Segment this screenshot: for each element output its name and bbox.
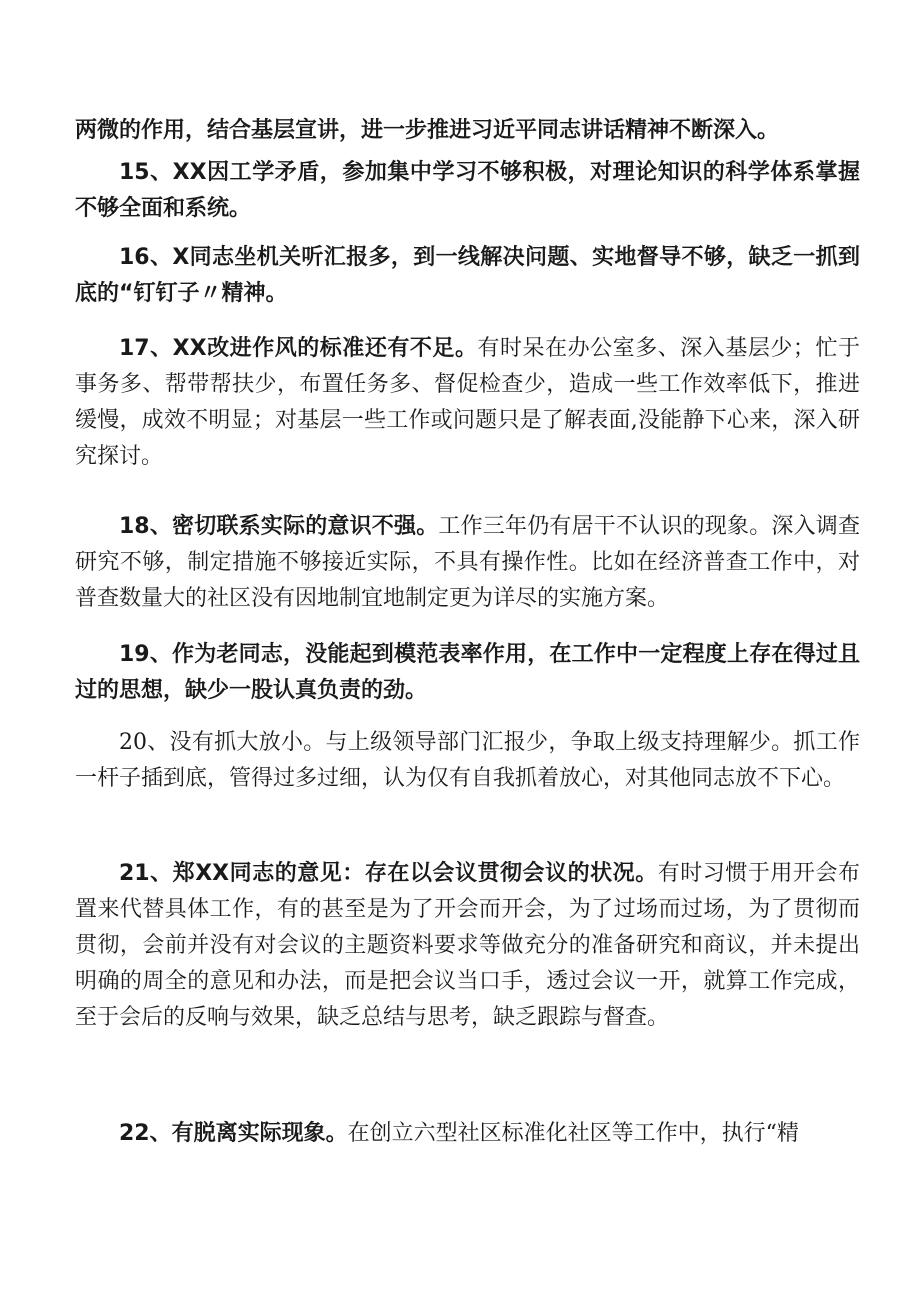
paragraph-text: 15、XX因工学矛盾，参加集中学习不够积极，对理论知识的科学体系掌握不够全面和系统。: [75, 160, 860, 221]
paragraph-20: [75, 725, 860, 797]
paragraph-18: [75, 509, 860, 617]
paragraph-17: [75, 331, 860, 475]
paragraph-text: 19、作为老同志，没能起到模范表率作用，在工作中一定程度上存在得过且过的思想，缺少一股认真负责的劲。: [75, 642, 860, 703]
paragraph-19: [75, 637, 860, 709]
paragraph-21: [75, 856, 860, 1036]
paragraph-22: [75, 1116, 860, 1152]
paragraph-body: 有时呆在办公室多、深入基层少；忙于事务多、帮带帮扶少，布置任务多、督促检查少，造成一些工作效率低下，推进缓慢，成效不明显；对基层一些工作或问题只是了解表面,没能静下心来，深入研究探讨。: [75, 336, 860, 469]
paragraph-14-tail: [75, 113, 860, 149]
paragraph-body: 20、没有抓大放小。与上级领导部门汇报少，争取上级支持理解少。抓工作一杆子插到底，管得过多过细，认为仅有自我抓着放心，对其他同志放不下心。: [75, 730, 860, 791]
paragraph-heading: 18、密切联系实际的意识不强。: [119, 514, 439, 539]
paragraph-heading: 17、XX改进作风的标准还有不足。: [119, 336, 478, 361]
paragraph-15: [75, 155, 860, 227]
paragraph-heading: 21、郑XX同志的意见：存在以会议贯彻会议的状况。: [119, 861, 658, 886]
paragraph-16: [75, 240, 860, 312]
paragraph-text: 16、X同志坐机关听汇报多，到一线解决问题、实地督导不够，缺乏一抓到底的“钉钉子〃精神。: [75, 245, 860, 306]
paragraph-body: 在创立六型社区标准化社区等工作中，执行“精: [347, 1121, 799, 1146]
paragraph-heading: 22、有脱离实际现象。: [119, 1121, 348, 1146]
paragraph-text: 两微的作用，结合基层宣讲，进一步推进习近平同志讲话精神不断深入。: [75, 118, 780, 143]
paragraph-body: 工作三年仍有居干不认识的现象。深入调查研究不够，制定措施不够接近实际，不具有操作性。比如在经济普查工作中，对普查数量大的社区没有因地制宜地制定更为详尽的实施方案。: [75, 514, 860, 611]
paragraph-body: 有时习惯于用开会布置来代替具体工作，有的甚至是为了开会而开会，为了过场而过场，为了贯彻而贯彻，会前并没有对会议的主题资料要求等做充分的准备研究和商议，并未提出明确的周全的意见和办法，而是把会议当口手，透过会议一开，就算工作完成，至于会后的反响与效果，缺乏总结与思考，缺乏跟踪与督查。: [75, 861, 860, 1030]
